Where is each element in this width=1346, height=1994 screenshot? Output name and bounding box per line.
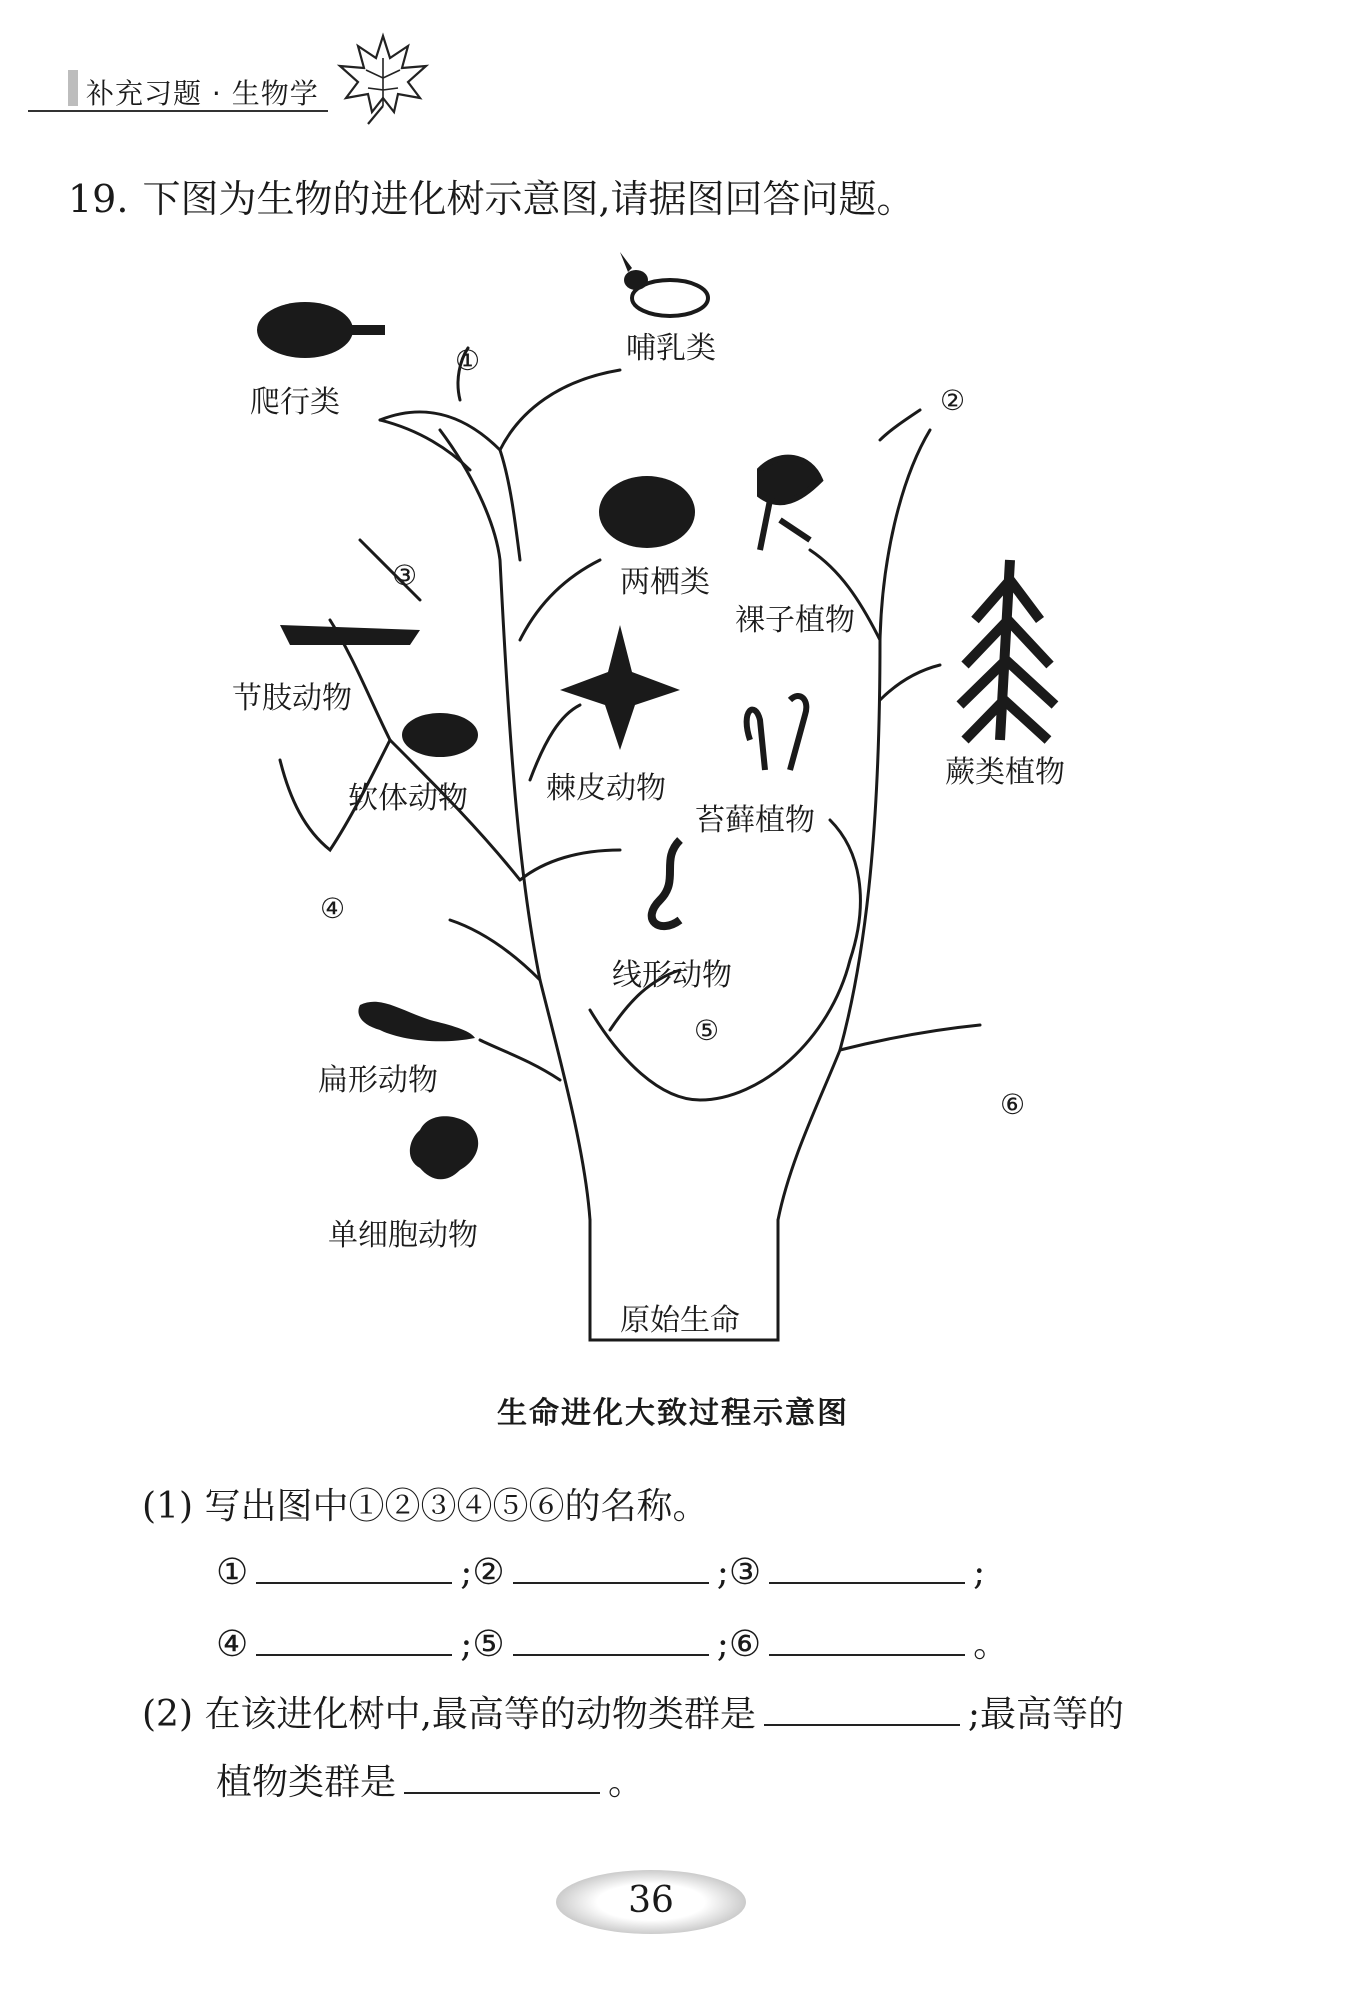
starfish-icon — [560, 625, 680, 750]
marker-1: ① — [455, 344, 481, 377]
marker-text: ④ — [216, 1624, 249, 1665]
sub2-text-2: ;最高等的 — [967, 1694, 1125, 1735]
moss-icon — [747, 696, 807, 770]
sub-question-2 — [142, 1686, 1124, 1737]
answer-blank-4[interactable] — [256, 1620, 452, 1656]
grasshopper-icon — [280, 625, 420, 670]
label-echinoderms: 棘皮动物 — [546, 771, 666, 806]
amoeba-icon — [410, 1116, 478, 1179]
sub2-text-3: 植物类群是 — [216, 1762, 397, 1803]
answer-blank-highest-plant[interactable] — [404, 1758, 600, 1794]
marker-6: ⑥ — [1000, 1088, 1026, 1121]
label-ferns: 蕨类植物 — [945, 755, 1065, 790]
marker-2: ② — [940, 384, 966, 417]
end-punct: 。 — [973, 1624, 1010, 1665]
label-mosses: 苔藓植物 — [695, 803, 815, 838]
sub1-text: 写出图中①②③④⑤⑥的名称。 — [204, 1486, 709, 1527]
trunk-left — [440, 430, 590, 1220]
turtle-icon — [257, 302, 353, 358]
figure-caption: 生命进化大致过程示意图 — [497, 1396, 849, 1431]
marker-5: ⑤ — [694, 1014, 720, 1047]
separator-text: ;⑥ — [716, 1624, 762, 1665]
marker-3: ③ — [392, 559, 418, 592]
page-number: 36 — [628, 1880, 674, 1921]
end-punct: ; — [973, 1552, 986, 1593]
label-mammals: 哺乳类 — [626, 331, 716, 366]
sub-question-2-cont — [216, 1754, 644, 1805]
question-text: 下图为生物的进化树示意图,请据图回答问题。 — [142, 177, 915, 221]
sub1-answer-row-1 — [216, 1548, 985, 1593]
answer-blank-6[interactable] — [769, 1620, 965, 1656]
sub-question-1 — [142, 1478, 708, 1529]
separator-text: ;⑤ — [460, 1624, 505, 1665]
sub2-text-1: 在该进化树中,最高等的动物类群是 — [204, 1694, 756, 1735]
sub1-prefix: (1) — [142, 1486, 193, 1527]
sub2-prefix: (2) — [142, 1694, 193, 1735]
flatworm-icon — [358, 1002, 475, 1042]
answer-blank-5[interactable] — [513, 1620, 709, 1656]
answer-blank-2[interactable] — [513, 1548, 709, 1584]
label-molluscs: 软体动物 — [348, 781, 468, 816]
label-amphibians: 两栖类 — [620, 565, 710, 600]
label-nematodes: 线形动物 — [612, 958, 732, 993]
sub1-answer-row-2 — [216, 1616, 1009, 1667]
label-origin: 原始生命 — [620, 1303, 740, 1338]
fern-icon — [960, 560, 1055, 740]
label-gymnosperms: 裸子植物 — [735, 603, 855, 638]
label-flatworms: 扁形动物 — [318, 1063, 438, 1098]
marker-4: ④ — [320, 892, 346, 925]
frog-icon — [599, 476, 695, 548]
label-reptiles: 爬行类 — [250, 385, 340, 420]
question-number: 19. — [68, 177, 129, 221]
label-protozoa: 单细胞动物 — [328, 1218, 478, 1253]
nematode-icon — [652, 840, 680, 926]
separator-text: ;② — [460, 1552, 505, 1593]
ginkgo-icon — [760, 458, 820, 550]
answer-blank-highest-animal[interactable] — [764, 1690, 960, 1726]
answer-blank-3[interactable] — [769, 1548, 965, 1584]
separator-text: ;③ — [716, 1552, 762, 1593]
page-number-badge — [556, 1870, 746, 1934]
answer-blank-1[interactable] — [256, 1548, 452, 1584]
end-punct: 。 — [608, 1762, 645, 1803]
header-title: 补充习题 · 生物学 — [86, 77, 319, 110]
marker-text: ① — [216, 1552, 249, 1593]
label-arthropods: 节肢动物 — [232, 681, 352, 716]
shell-icon — [402, 713, 478, 757]
